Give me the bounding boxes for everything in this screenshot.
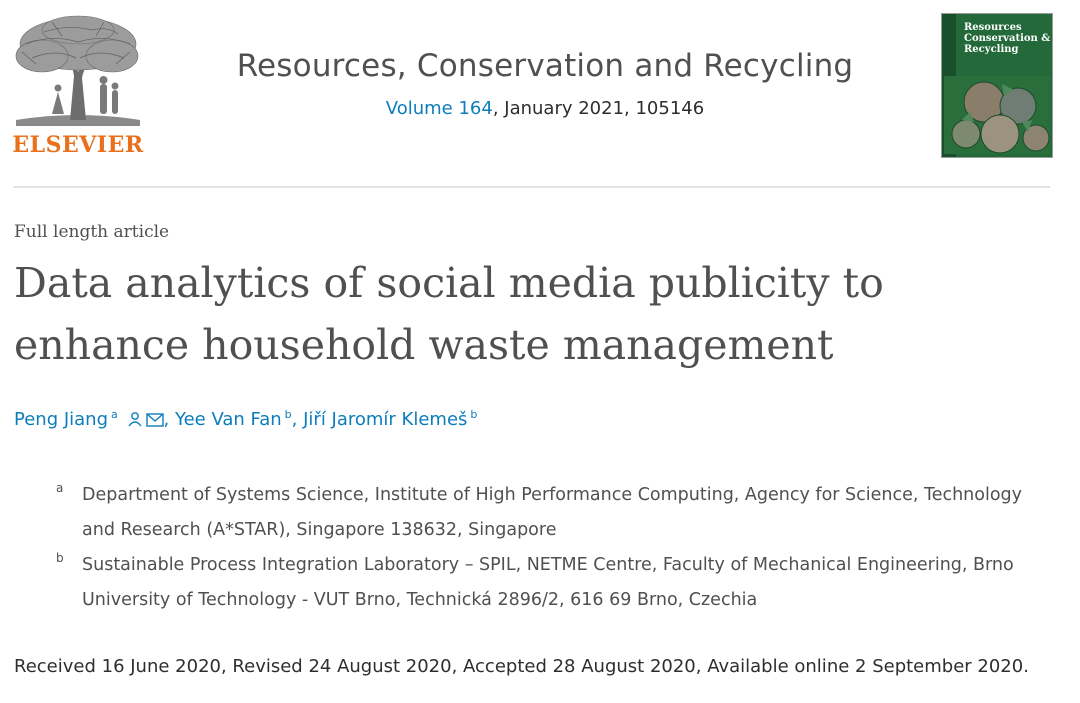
envelope-icon[interactable] (146, 411, 164, 432)
author-separator: , (291, 409, 304, 430)
affiliation-text: Sustainable Process Integration Laboratory – SPIL, NETME Centre, Faculty of Mechanical Engineering, Brno University of Technology - VUT Brno, Technická 2896/2, 616 69 Brno, Czechia (82, 555, 1014, 610)
affiliation-text: Department of Systems Science, Institute of High Performance Computing, Agency for Science, Technology and Research (A*STAR), Singapore 138632, Singapore (82, 485, 1023, 540)
article-title: Data analytics of social media publicity to enhance household waste management (14, 259, 884, 369)
affiliation-label: a (56, 481, 64, 495)
recycling-photo-collage-icon (944, 76, 1050, 154)
article-type: Full length article (14, 222, 170, 242)
author-separator: , (163, 409, 175, 430)
elsevier-tree-logo-icon (12, 14, 144, 126)
publisher-logo[interactable] (12, 14, 144, 160)
volume-link[interactable]: Volume 164 (385, 98, 493, 119)
issue-details: , January 2021, 105146 (492, 98, 705, 119)
affiliation-item (56, 478, 1056, 548)
author-link[interactable]: Jiří Jaromír Klemeš (303, 409, 468, 430)
journal-cover[interactable] (941, 13, 1053, 158)
author-link[interactable]: Yee Van Fan (174, 409, 282, 430)
person-icon[interactable] (127, 411, 143, 432)
affiliation-ref[interactable]: b (470, 408, 478, 421)
journal-meta (160, 98, 930, 119)
author-list (14, 408, 477, 432)
affiliation-item (56, 548, 1056, 618)
author-link[interactable]: Peng Jiang (14, 409, 109, 430)
header-divider (13, 186, 1050, 188)
affiliation-ref[interactable]: b (284, 408, 292, 421)
journal-header (160, 48, 930, 119)
affiliation-list (56, 478, 1056, 618)
cover-title: Resources Conservation & Recycling (964, 22, 1051, 55)
journal-title[interactable]: Resources, Conservation and Recycling (236, 48, 854, 84)
affiliation-label: b (56, 551, 64, 565)
publisher-name: ELSEVIER (12, 132, 144, 158)
affiliation-ref[interactable]: a (111, 408, 118, 421)
article-history: Received 16 June 2020, Revised 24 August 2020, Accepted 28 August 2020, Available online 2 September 2020. (14, 656, 1029, 677)
